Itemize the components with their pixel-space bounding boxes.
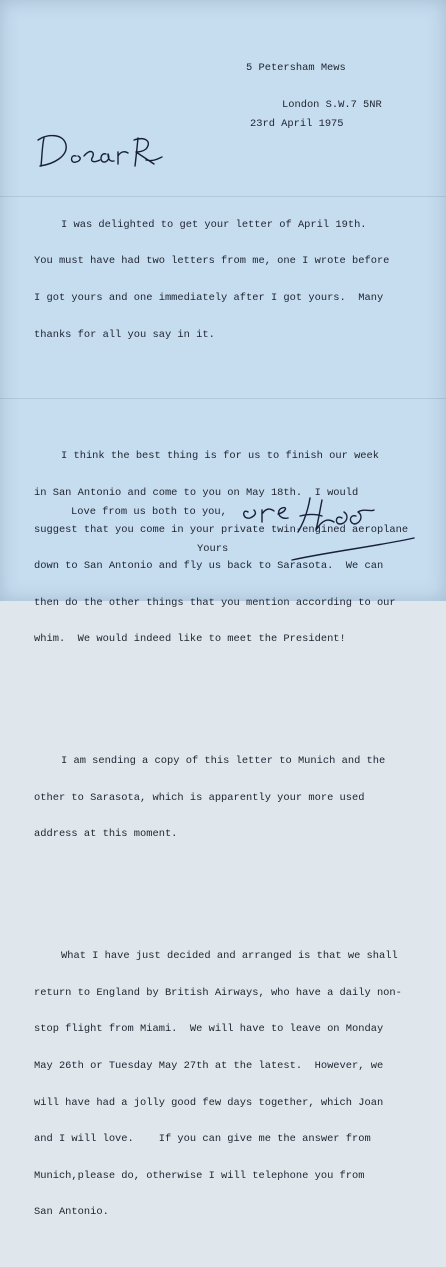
closing-line: Yours xyxy=(197,543,229,555)
handwritten-signature xyxy=(238,486,438,566)
address-line: London S.W.7 5NR xyxy=(282,99,382,111)
letter-body xyxy=(34,170,408,1267)
paragraph-4 xyxy=(34,926,408,1243)
body-line: May 26th or Tuesday May 27th at the latest. However, we xyxy=(34,1059,384,1072)
body-line: I was delighted to get your letter of April 19th. xyxy=(61,218,367,231)
body-line: thanks for all you say in it. xyxy=(34,328,215,341)
body-line: will have had a jolly good few days together, which Joan xyxy=(34,1096,384,1109)
body-line: then do the other things that you mention according to our xyxy=(34,596,396,609)
closing xyxy=(71,482,228,580)
body-line: San Antonio. xyxy=(34,1206,109,1219)
body-line: suggest that you come in your private twin-engined aeroplane xyxy=(34,523,409,536)
body-line: return to England by British Airways, who have a daily non- xyxy=(34,986,402,999)
body-line: I got yours and one immediately after I got yours. Many xyxy=(34,292,384,304)
body-line: Munich,please do, otherwise I will telephone you from xyxy=(34,1169,365,1182)
paragraph-3 xyxy=(34,731,408,865)
letter-date: 23rd April 1975 xyxy=(250,118,344,130)
body-line: and I will love. If you can give me the answer from xyxy=(34,1133,371,1146)
address-line: 5 Petersham Mews xyxy=(246,62,346,75)
body-line: You must have had two letters from me, one I wrote before xyxy=(34,255,390,268)
closing-line: Love from us both to you, xyxy=(71,506,227,519)
handwritten-salutation xyxy=(34,130,164,172)
body-line: I am sending a copy of this letter to Munich and the xyxy=(61,755,386,768)
body-line: address at this moment. xyxy=(34,828,178,841)
paragraph-1 xyxy=(34,194,408,365)
body-line: What I have just decided and arranged is that we shall xyxy=(61,950,398,963)
body-line: down to San Antonio and fly us back to Sarasota. We can xyxy=(34,560,384,573)
body-line: in San Antonio and come to you on May 18th. I would xyxy=(34,487,359,499)
body-line: whim. We would indeed like to meet the President! xyxy=(34,633,346,646)
body-line: other to Sarasota, which is apparently your more used xyxy=(34,791,365,804)
body-line: I think the best thing is for us to finish our week xyxy=(61,450,380,463)
body-line: stop flight from Miami. We will have to leave on Monday xyxy=(34,1023,384,1036)
